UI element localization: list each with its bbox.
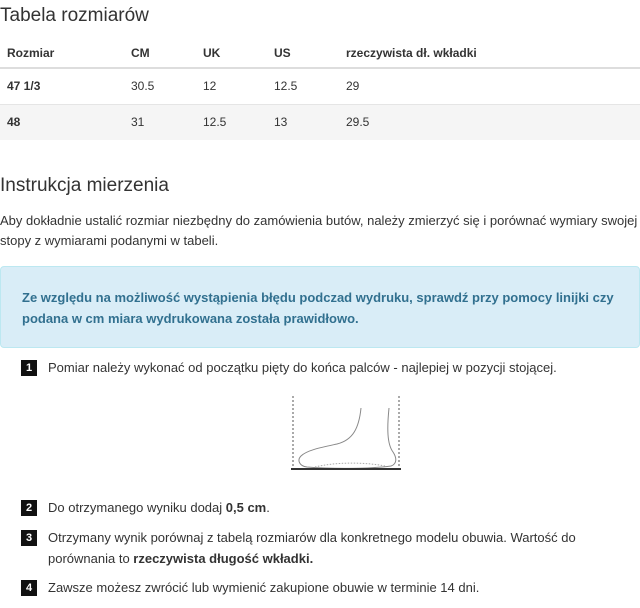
step-text: [48, 497, 638, 518]
table-row: [0, 68, 640, 104]
header-cm: CM: [124, 38, 196, 68]
cell-cm: 30.5: [124, 68, 196, 104]
table-row: [0, 104, 640, 140]
cell-size: 48: [0, 104, 124, 140]
step-text-emphasis: 0,5 cm: [225, 500, 267, 515]
header-insole-length: rzeczywista dł. wkładki: [339, 38, 640, 68]
step-number-badge: 4: [21, 580, 37, 596]
step-text-emphasis: rzeczywista długość wkładki.: [133, 551, 314, 566]
cell-us: 12.5: [267, 68, 339, 104]
size-table-title: Tabela rozmiarów: [0, 5, 149, 26]
header-us: US: [267, 38, 339, 68]
foot-measurement-icon: [285, 394, 407, 474]
step-text-part: .: [266, 500, 270, 515]
instructions-title: Instrukcja mierzenia: [0, 175, 169, 196]
step-text-part: Otrzymany wynik porównaj z tabelą rozmiarów dla konkretnego modelu obuwia. Wartość do porównania to: [48, 530, 576, 566]
cell-insole-length: 29.5: [339, 104, 640, 140]
header-uk: UK: [196, 38, 267, 68]
instructions-intro: Aby dokładnie ustalić rozmiar niezbędny do zamówienia butów, należy zmierzyć się i porównać wymiary swojej stopy z wymiarami podanymi w tabeli.: [0, 213, 638, 248]
cell-us: 13: [267, 104, 339, 140]
cell-insole-length: 29: [339, 68, 640, 104]
step-number-badge: 2: [21, 500, 37, 516]
size-table: [0, 38, 640, 140]
step-number-badge: 1: [21, 360, 37, 376]
step-text: Pomiar należy wykonać od początku pięty do końca palców - najlepiej w pozycji stojącej.: [48, 360, 557, 375]
step-text: Zawsze możesz zwrócić lub wymienić zakupione obuwie w terminie 14 dni.: [48, 580, 480, 595]
print-warning-alert: Ze względu na możliwość wystąpienia błędu podczad wydruku, sprawdź przy pomocy linijki czy podana w cm miara wydrukowana została prawidłowo.: [0, 266, 640, 348]
step-text: [48, 527, 638, 569]
step-number-badge: 3: [21, 530, 37, 546]
cell-size: 47 1/3: [0, 68, 124, 104]
cell-cm: 31: [124, 104, 196, 140]
cell-uk: 12: [196, 68, 267, 104]
cell-uk: 12.5: [196, 104, 267, 140]
size-table-header-row: [0, 38, 640, 68]
step-text-part: Do otrzymanego wyniku dodaj: [48, 500, 226, 515]
header-size: Rozmiar: [0, 38, 124, 68]
